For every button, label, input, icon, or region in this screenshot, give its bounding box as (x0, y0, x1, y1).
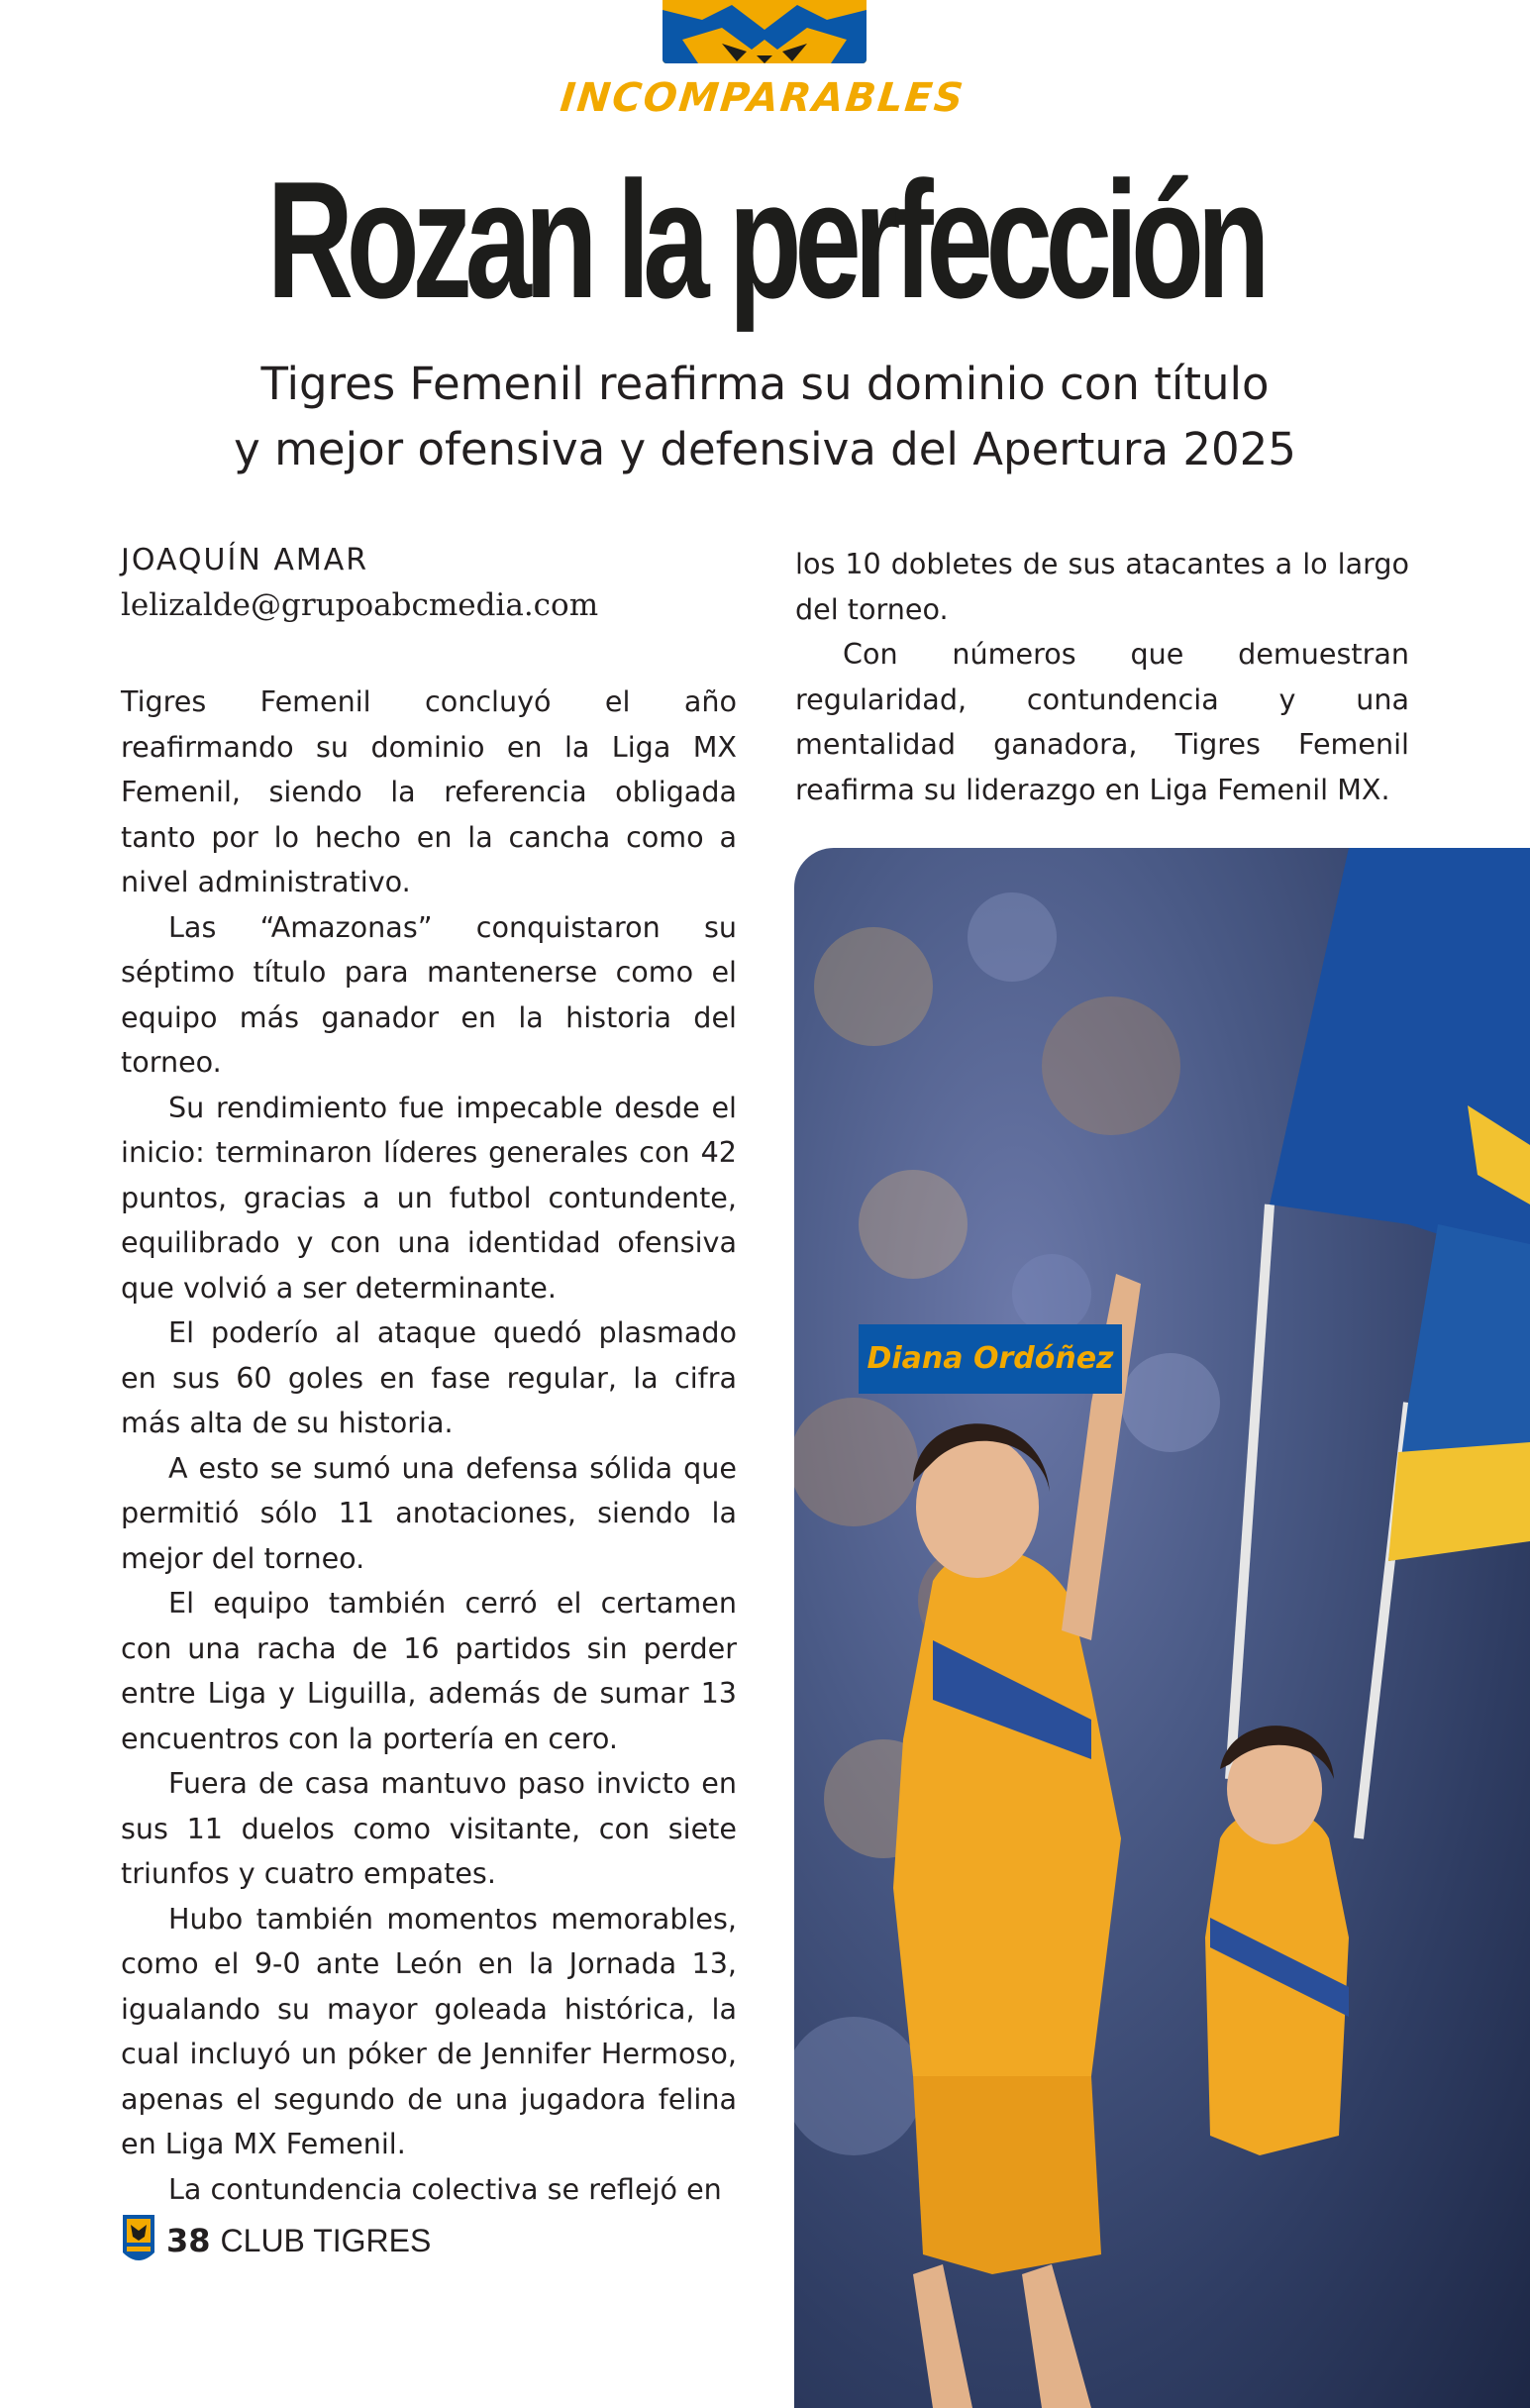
paragraph: El poderío al ataque quedó plasmado en sus 60 goles en fase regular, la cifra más alta de su historia. (121, 1315, 737, 1439)
subheadline-line-1: Tigres Femenil reafirma su dominio con título (260, 358, 1270, 410)
photo-caption: Diana Ordóñez (859, 1324, 1122, 1394)
paragraph: Fuera de casa mantuvo paso invicto en sus 11 duelos como visitante, con siete triunfos y cuatro empates. (121, 1766, 737, 1890)
paragraph: Su rendimiento fue impecable desde el inicio: terminaron líderes generales con 42 puntos, gracias a un futbol contundente, equilibrado y con una identidad ofensiva que volvió a ser determinante. (121, 1090, 737, 1305)
paragraph: Tigres Femenil concluyó el año reafirmando su dominio en la Liga MX Femenil, siendo la referencia obligada tanto por lo hecho en la cancha como a nivel administrativo. (121, 684, 737, 898)
author-email: lelizalde@grupoabcmedia.com (121, 587, 599, 623)
paragraph: Las “Amazonas” conquistaron su séptimo título para mantenerse como el equipo más ganador en la historia del torneo. (121, 909, 737, 1079)
paragraph: A esto se sumó una defensa sólida que permitió sólo 11 anotaciones, siendo la mejor del torneo. (121, 1450, 737, 1575)
paragraph: El equipo también cerró el certamen con una racha de 16 partidos sin perder entre Liga y Liguilla, además de sumar 13 encuentros con la portería en cero. (121, 1586, 737, 1755)
subheadline-line-2: y mejor ofensiva y defensiva del Apertura 2025 (234, 423, 1296, 475)
paragraph: Hubo también momentos memorables, como el 9-0 ante León en la Jornada 13, igualando su mayor goleada histórica, la cual incluyó un póker de Jennifer Hermoso, apenas el segundo de una jugadora felina en Liga MX Femenil. (121, 1901, 737, 2160)
author-name: JOAQUÍN AMAR (121, 543, 369, 577)
publication-section: CLUB TIGRES (220, 2222, 432, 2258)
byline (121, 543, 598, 623)
page-number: 38 (166, 2222, 211, 2259)
tigres-logo-icon (663, 0, 867, 63)
page-footer (121, 2213, 431, 2268)
tigres-crest-icon (121, 2213, 156, 2268)
section-kicker: INCOMPARABLES (558, 75, 968, 121)
paragraph: La contundencia colectiva se reflejó en (168, 2171, 722, 2206)
article-body-left-column (121, 680, 737, 2212)
subheadline (149, 352, 1381, 482)
article-body-right-column (795, 542, 1409, 812)
player-photo (794, 848, 1530, 2408)
paragraph: Con números que demuestran regularidad, contundencia y una mentalidad ganadora, Tigres Femenil reafirma su liderazgo en Liga Femenil MX. (795, 637, 1409, 806)
paragraph: los 10 dobletes de sus atacantes a lo largo del torneo. (795, 547, 1409, 626)
headline: Rozan la perfección (266, 147, 1264, 333)
